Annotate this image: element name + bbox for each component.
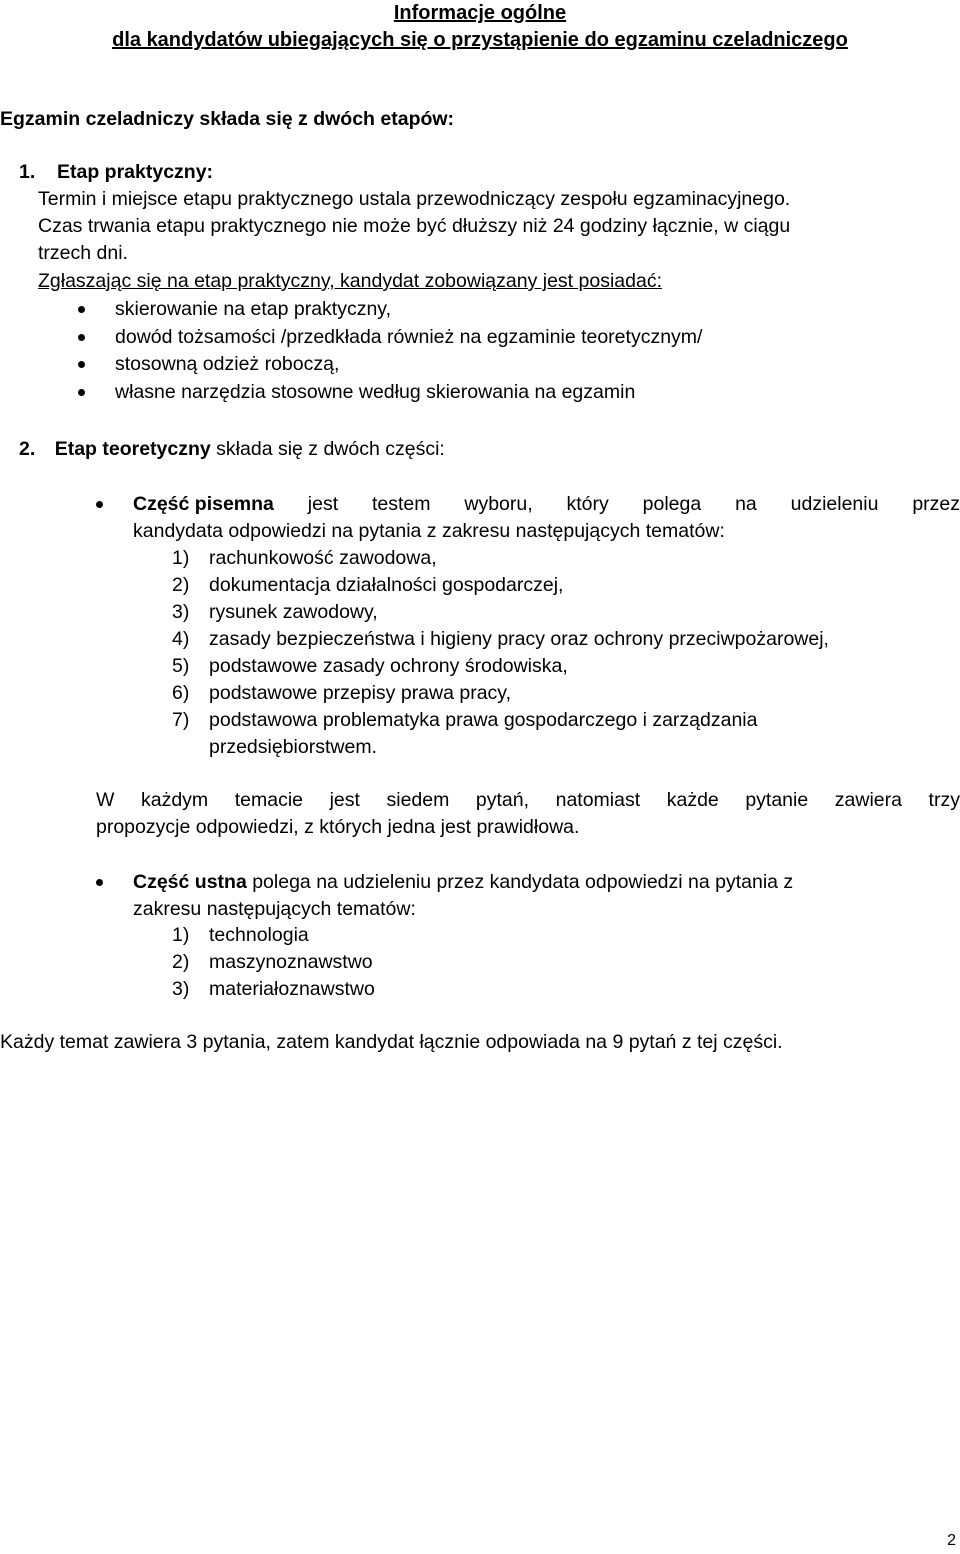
topic-text: rysunek zawodowy, [209,601,378,623]
oral-line-1: Część ustna polega na udzieleniu przez kandydata odpowiedzi na pytania z [133,871,794,893]
topic-number: 6) [172,682,190,704]
topic-text: podstawowe przepisy prawa pracy, [209,682,512,704]
topic-number: 4) [172,628,190,650]
requirement-item: dowód tożsamości /przedkłada również na egzaminie teoretycznym/ [115,326,703,348]
topic-text: technologia [209,924,309,946]
page-number: 2 [947,1532,956,1549]
topic-number: 1) [172,547,190,569]
stage2-heading-line [19,436,445,462]
topic-number: 5) [172,655,190,677]
bullet-icon [78,389,85,396]
topic-text: maszynoznawstwo [209,951,373,973]
written-line-1: Część pisemna jest testem wyboru, który polega na udzieleniu przez [133,493,960,515]
page-title: Informacje ogólne [393,2,567,24]
stage1-text-1: Termin i miejsce etapu praktycznego ustala przewodniczący zespołu egzaminacyjnego. [38,188,791,210]
written-line-2: kandydata odpowiedzi na pytania z zakresu następujących tematów: [133,520,725,542]
bullet-icon [96,501,103,508]
stage2-heading-rest: składa się z dwóch części: [210,438,445,460]
stage1-number: 1. [19,161,36,183]
bullet-icon [96,879,103,886]
note-line-1: W każdym temacie jest siedem pytań, natomiast każde pytanie zawiera trzy [96,789,960,811]
requirement-item: stosowną odzież roboczą, [115,353,340,375]
written-part-label: Część pisemna [133,493,274,515]
topic-number: 7) [172,709,190,731]
topic-text: podstawowe zasady ochrony środowiska, [209,655,568,677]
topic-text: rachunkowość zawodowa, [209,547,437,569]
closing-text: Każdy temat zawiera 3 pytania, zatem kandydat łącznie odpowiada na 9 pytań z tej części. [0,1031,783,1053]
stage1-heading: Etap praktyczny: [57,161,214,183]
topic-text: materiałoznawstwo [209,978,375,1000]
topic-number: 2) [172,951,190,973]
page-subtitle: dla kandydatów ubiegających się o przystąpienie do egzaminu czeladniczego [112,29,848,51]
bullet-icon [78,306,85,313]
stage2-number: 2. [19,438,36,460]
stage1-text-3: trzech dni. [38,242,128,264]
topic-text: podstawowa problematyka prawa gospodarczego i zarządzania [209,709,758,731]
topic-text: dokumentacja działalności gospodarczej, [209,574,564,596]
requirements-heading: Zgłaszając się na etap praktyczny, kandydat zobowiązany jest posiadać: [38,270,662,292]
bullet-icon [78,334,85,341]
requirement-item: własne narzędzia stosowne według skierowania na egzamin [115,381,636,403]
requirement-item: skierowanie na etap praktyczny, [115,298,392,320]
stage2-heading: Etap teoretyczny [54,438,211,460]
topic-text-continued: przedsiębiorstwem. [209,736,377,758]
stage1-text-2: Czas trwania etapu praktycznego nie może być dłuższy niż 24 godziny łącznie, w ciągu [38,215,791,237]
note-line-2: propozycje odpowiedzi, z których jedna jest prawidłowa. [96,816,580,838]
topic-number: 3) [172,978,190,1000]
topic-number: 2) [172,574,190,596]
bullet-icon [78,361,85,368]
oral-line-2: zakresu następujących tematów: [133,898,416,920]
topic-number: 3) [172,601,190,623]
intro-heading: Egzamin czeladniczy składa się z dwóch etapów: [0,108,455,130]
oral-part-label: Część ustna [133,871,247,893]
topic-number: 1) [172,924,190,946]
topic-text: zasady bezpieczeństwa i higieny pracy oraz ochrony przeciwpożarowej, [209,628,829,650]
